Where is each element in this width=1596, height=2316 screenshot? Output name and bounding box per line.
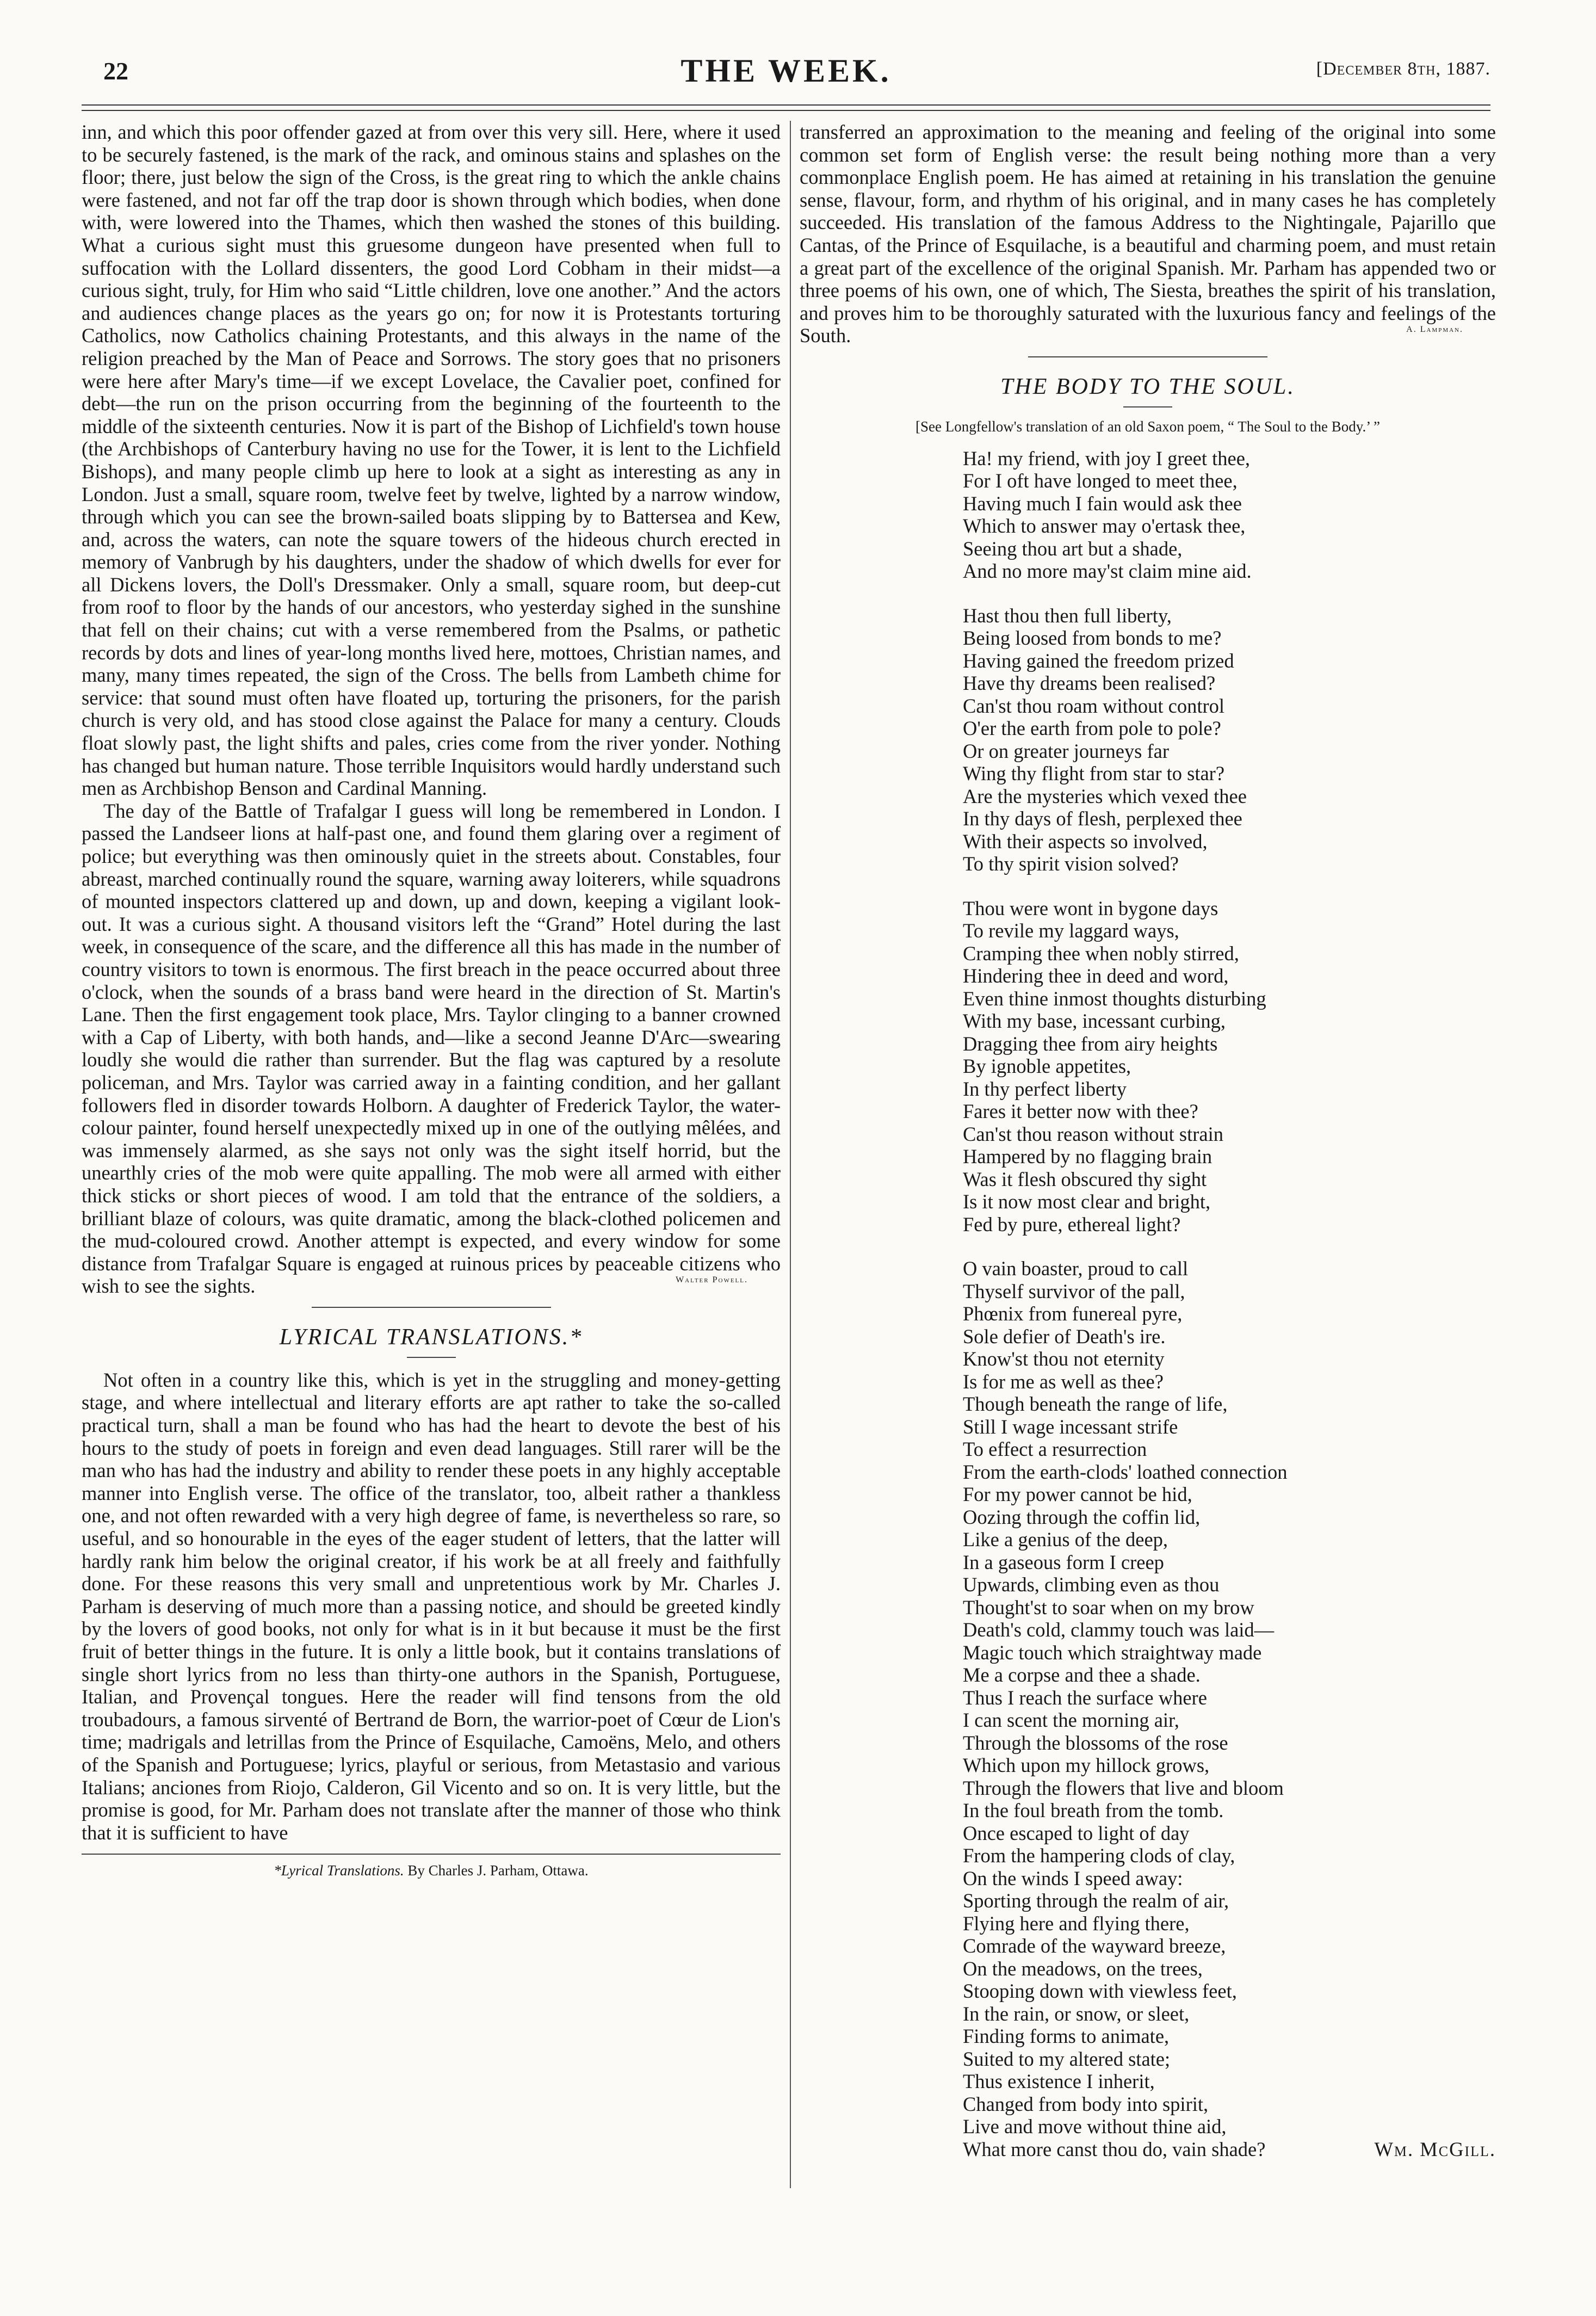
poem-body (963, 447, 1496, 2161)
poem-line: Can'st thou reason without strain (963, 1122, 1223, 1145)
poem-line: Sole defier of Death's ire. (963, 1325, 1166, 1348)
poem-line: Hampered by no flagging brain (963, 1145, 1213, 1168)
poem-line: Is for me as well as thee? (963, 1370, 1164, 1393)
poem-line: Cramping thee when nobly stirred, (963, 942, 1239, 965)
poem-line: What more canst thou do, vain shade? (963, 2138, 1266, 2160)
poem-line: Was it flesh obscured thy sight (963, 1168, 1207, 1190)
poem-line: Seeing thou art but a shade, (963, 537, 1183, 560)
poem-line: Thus I reach the surface where (963, 1686, 1207, 1709)
review-paragraph: Not often in a country like this, which is yet in the struggling and money-getting stage, and where intellectual and literary efforts are apt rather to take the so-called practical turn, shall a man be found who has had the heart to devote the best of his hours to the study of poets in foreign and even dead languages. Still rarer will be the man who has had the industry and ability to render these poets in any highly acceptable manner into English verse. The office of the translator, too, albeit rather a thankless one, and not often rewarded with a very high degree of fame, is nevertheless so rare, so useful, and so honourable in the eyes of the eager student of letters, that the latter will hardly rank him below the original creator, if his work be at all freely and faithfully done. For these reasons this very small and unpretentious work by Mr. Charles J. Parham is deserving of much more than a passing notice, and should be greeted kindly by the lovers of good books, not only for what is in it but because it must be the first fruit of better things in the future. It is only a little book, but it contains translations of single short lyrics from no less than thirty-one authors in the Spanish, Portuguese, Italian, and Provençal tongues. Here the reader will find tensons from the old troubadours, a famous sirventé of Bertrand de Born, the warrior-poet of Cœur de Lion's time; madrigals and letrillas from the Prince of Esquilache, Camoëns, Melo, and others of the Spanish and Portuguese; lyrics, playful or serious, from Metastasio and various Italians; anciones from Riojo, Calderon, Gil Vicento and so on. It is very little, but the promise is good, for Mr. Parham does not translate after the manner of those who think that it is sufficient to have (82, 1368, 781, 1844)
poem-title: THE BODY TO THE SOUL. (1000, 374, 1295, 399)
footnote-text: By Charles J. Parham, Ottawa. (407, 1862, 589, 1879)
poem-line: Fares it better now with thee? (963, 1100, 1198, 1123)
poem-line: With their aspects so involved, (963, 830, 1208, 853)
poem-stanza (963, 897, 1496, 1236)
signature-wm-mcgill: Wm. McGill. (1374, 2138, 1496, 2160)
column-divider (790, 121, 791, 2188)
poem-line: Thought'st to soar when on my brow (963, 1596, 1254, 1619)
poem-line: Even thine inmost thoughts disturbing (963, 987, 1266, 1010)
poem-line: Hindering thee in deed and word, (963, 965, 1229, 987)
signature-a-lampman: A. Lampman. (1406, 324, 1463, 334)
poem-line: Live and move without thine aid, (963, 2115, 1227, 2138)
poem-line: Are the mysteries which vexed thee (963, 785, 1247, 807)
poem-line: Can'st thou roam without control (963, 694, 1225, 717)
poem-line: O'er the earth from pole to pole? (963, 717, 1221, 740)
issue-date: [December 8th, 1887. (1316, 59, 1490, 79)
poem-line: O vain boaster, proud to call (963, 1257, 1189, 1280)
poem-line: To revile my laggard ways, (963, 919, 1179, 942)
poem-line: Death's cold, clammy touch was laid— (963, 1619, 1275, 1641)
poem-line: Comrade of the wayward breeze, (963, 1935, 1226, 1957)
section-title-lyrical-translations: LYRICAL TRANSLATIONS.* (279, 1324, 583, 1350)
footnote-title: *Lyrical Translations. (274, 1862, 404, 1879)
poem-line: On the meadows, on the trees, (963, 1957, 1203, 1980)
poem-line: Wing thy flight from star to star? (963, 762, 1225, 785)
page-header (82, 52, 1490, 92)
right-column (800, 121, 1496, 2160)
poem-line: Like a genius of the deep, (963, 1528, 1168, 1551)
poem-epigraph: [See Longfellow's translation of an old Saxon poem, “ The Soul to the Body.’ ” (915, 418, 1380, 435)
section-rule (312, 1307, 551, 1308)
poem-line: Flying here and flying there, (963, 1912, 1190, 1935)
poem-line: Hast thou then full liberty, (963, 604, 1172, 627)
review-continued-paragraph: transferred an approximation to the meaning and feeling of the original into some common set form of English verse: the result being nothing more than a very commonplace English poem. He has aimed at retaining in his translation the genuine sense, flavour, form, and rhythm of his original, and in many cases he has completely succeeded. His translation of the famous Address to the Nightingale, Pajarillo que Cantas, of the Prince of Esquilache, is a beautiful and charming poem, and must retain a great part of the excellence of the original Spanish. Mr. Parham has appended two or three poems of his own, one of which, The Siesta, breathes the spirit of his translation, and proves him to be thoroughly saturated with the luxurious fancy and feelings of the South. (800, 121, 1496, 347)
poem-line: To thy spirit vision solved? (963, 853, 1179, 875)
poem-line: Which upon my hillock grows, (963, 1754, 1210, 1777)
poem-line: Finding forms to animate, (963, 2025, 1170, 2048)
poem-line: On the winds I speed away: (963, 1867, 1183, 1889)
poem-stanza (963, 447, 1496, 583)
poem-line: Sporting through the realm of air, (963, 1889, 1229, 1912)
poem-line: In the foul breath from the tomb. (963, 1799, 1224, 1822)
page-number: 22 (103, 57, 128, 85)
article-paragraph-1: inn, and which this poor offender gazed at from over this very sill. Here, where it used to be securely fastened, is the mark of the rack, and ominous stains and splashes on the floor; there, just below the sign of the Cross, is the great ring to which the ankle chains were fastened, and not far off the trap door is shown through which bodies, when done with, were lowered into the Thames, which then washed the stones of this building. What a curious sight must this gruesome dungeon have presented when full to suffocation with the Lollard dissenters, the good Lord Cobham in their midst—a curious sight, truly, for Him who said “Little children, love one another.” And the actors and audiences change places as the years go on; for now it is Protestants torturing Catholics, now Catholics chaining Protestants, and this always in the name of the religion preached by the Man of Peace and Sorrows. The story goes that no prisoners were here after Mary's time—if we except Lovelace, the Cavalier poet, confined for debt—the run on the prison occurring from the beginning of the fourteenth to the middle of the sixteenth centuries. Now it is part of the Bishop of Lichfield's town house (the Archbishops of Canterbury having no use for the Tower, it is lent to the Lichfield Bishops), and many people climb up here to look at a sight as interesting as any in London. Just a small, square room, twelve feet by twelve, lighted by a narrow window, through which you can see the brown-sailed boats slipping by to Battersea and Kew, and, across the waters, can note the square towers of the hideous church erected in memory of Vanbrugh by his daughters, under the shadow of which dwells for ever for all Dickens lovers, the Doll's Dressmaker. Only a small, square room, but deep-cut from roof to floor by the hands of our ancestors, who yesterday sighed in the sunshine that fell on their chains; cut with a verse remembered from the Psalms, or pathetic records by dots and lines of year-long months lived here, mottoes, Christian names, and many, many times repeated, the sign of the Cross. The bells from Lambeth chime for service: that sound must often have floated up, torturing the prisoners, for the parish church is very old, and has stood close against the Palace for many a century. Clouds float slowly past, the light shifts and pales, cries come from the river yonder. Nothing has changed but human nature. Those terrible Inquisitors would hardly understand such men as Archbishop Benson and Cardinal Manning. (82, 121, 781, 800)
poem-line: Upwards, climbing even as thou (963, 1573, 1220, 1596)
poem-title-rule (1123, 406, 1172, 407)
title-rule (407, 1357, 456, 1358)
masthead: THE WEEK. (681, 53, 892, 89)
poem-line: Having much I fain would ask thee (963, 492, 1242, 515)
poem-line: Magic touch which straightway made (963, 1641, 1262, 1664)
poem-line: Suited to my altered state; (963, 2047, 1171, 2070)
footnote (82, 1862, 781, 1879)
header-rule (82, 104, 1490, 111)
poem-line: Oozing through the coffin lid, (963, 1505, 1201, 1528)
poem-line: Changed from body into spirit, (963, 2092, 1209, 2115)
poem-line: Ha! my friend, with joy I greet thee, (963, 447, 1251, 470)
poem-line: Stooping down with viewless feet, (963, 1980, 1237, 2003)
poem-line: Once escaped to light of day (963, 1821, 1190, 1844)
signature-walter-powell: Walter Powell. (676, 1275, 748, 1284)
poem-line: Being loosed from bonds to me? (963, 627, 1222, 650)
poem-line: In thy perfect liberty (963, 1077, 1127, 1100)
poem-line: Fed by pure, ethereal light? (963, 1213, 1181, 1236)
poem-stanza (963, 604, 1496, 875)
poem-line: And no more may'st claim mine aid. (963, 560, 1252, 583)
poem-line: In the rain, or snow, or sleet, (963, 2002, 1190, 2025)
poem-line: Through the flowers that live and bloom (963, 1776, 1284, 1799)
poem-line: Have thy dreams been realised? (963, 672, 1216, 695)
poem-line: Phœnix from funereal pyre, (963, 1302, 1183, 1325)
poem-line: In a gaseous form I creep (963, 1551, 1164, 1573)
poem-line: Me a corpse and thee a shade. (963, 1664, 1201, 1687)
article-paragraph-2: The day of the Battle of Trafalgar I guess will long be remembered in London. I passed the Landseer lions at half-past one, and found them glaring over a regiment of police; but everything was then ominously quiet in the streets about. Constables, four abreast, marched continually round the square, warning away loiterers, while squadrons of mounted inspectors clattered up and down, up and down, keeping a vigilant look-out. It was a curious sight. A thousand visitors left the “Grand” Hotel during the last week, in consequence of the scare, and the difference all this has made in the number of country visitors to town is enormous. The first breach in the peace occurred about three o'clock, when the sounds of a brass band were heard in the direction of St. Martin's Lane. Then the first engagement took place, Mrs. Taylor clinging to a banner crowned with a Cap of Liberty, with both hands, and—like a second Jeanne D'Arc—swearing loudly she would die rather than surrender. But the flag was captured by a resolute policeman, and Mrs. Taylor was carried away in a fainting condition, and her gallant followers fled in disorder towards Holborn. A daughter of Frederick Taylor, the water-colour painter, found herself unexpectedly mixed up in one of the outlying mêlées, and was immensely alarmed, as she says not only was the sight itself horrid, but the unearthly cries of the mob were quite appalling. The mob were all armed with either thick sticks or short pieces of wood. I am told that the entrance of the soldiers, a brilliant blaze of colours, was quite dramatic, among the black-clothed policemen and the mud-coloured crowd. Another attempt is expected, and every window for some distance from Trafalgar Square is engaged at ruinous prices by peaceable citizens who wish to see the sights. (82, 799, 781, 1298)
poem-line: Is it now most clear and bright, (963, 1190, 1211, 1213)
poem-line: Though beneath the range of life, (963, 1393, 1228, 1416)
footnote-rule (82, 1854, 781, 1855)
poem-line: Having gained the freedom prized (963, 649, 1234, 672)
poem-line: With my base, incessant curbing, (963, 1010, 1226, 1033)
poem-line: Through the blossoms of the rose (963, 1731, 1228, 1754)
poem-line: From the hampering clods of clay, (963, 1844, 1235, 1867)
poem-stanza (963, 1257, 1496, 2160)
left-column (82, 121, 781, 1879)
poem-line: Thou were wont in bygone days (963, 897, 1218, 919)
poem-line: Thus existence I inherit, (963, 2070, 1155, 2093)
poem-line: I can scent the morning air, (963, 1709, 1179, 1732)
poem-line: Still I wage incessant strife (963, 1415, 1178, 1438)
poem-line: For I oft have longed to meet thee, (963, 470, 1238, 492)
poem-line: By ignoble appetites, (963, 1055, 1131, 1078)
poem-line: Dragging thee from airy heights (963, 1032, 1218, 1055)
poem-line: Know'st thou not eternity (963, 1348, 1165, 1370)
poem-line: Or on greater journeys far (963, 739, 1170, 762)
poem-line: In thy days of flesh, perplexed thee (963, 807, 1242, 830)
poem-line: For my power cannot be hid, (963, 1483, 1192, 1506)
poem-line: Thyself survivor of the pall, (963, 1280, 1185, 1302)
poem-line: Which to answer may o'ertask thee, (963, 515, 1246, 538)
poem-section-rule (1028, 356, 1267, 357)
poem-line: From the earth-clods' loathed connection (963, 1460, 1288, 1483)
poem-line: To effect a resurrection (963, 1438, 1147, 1461)
